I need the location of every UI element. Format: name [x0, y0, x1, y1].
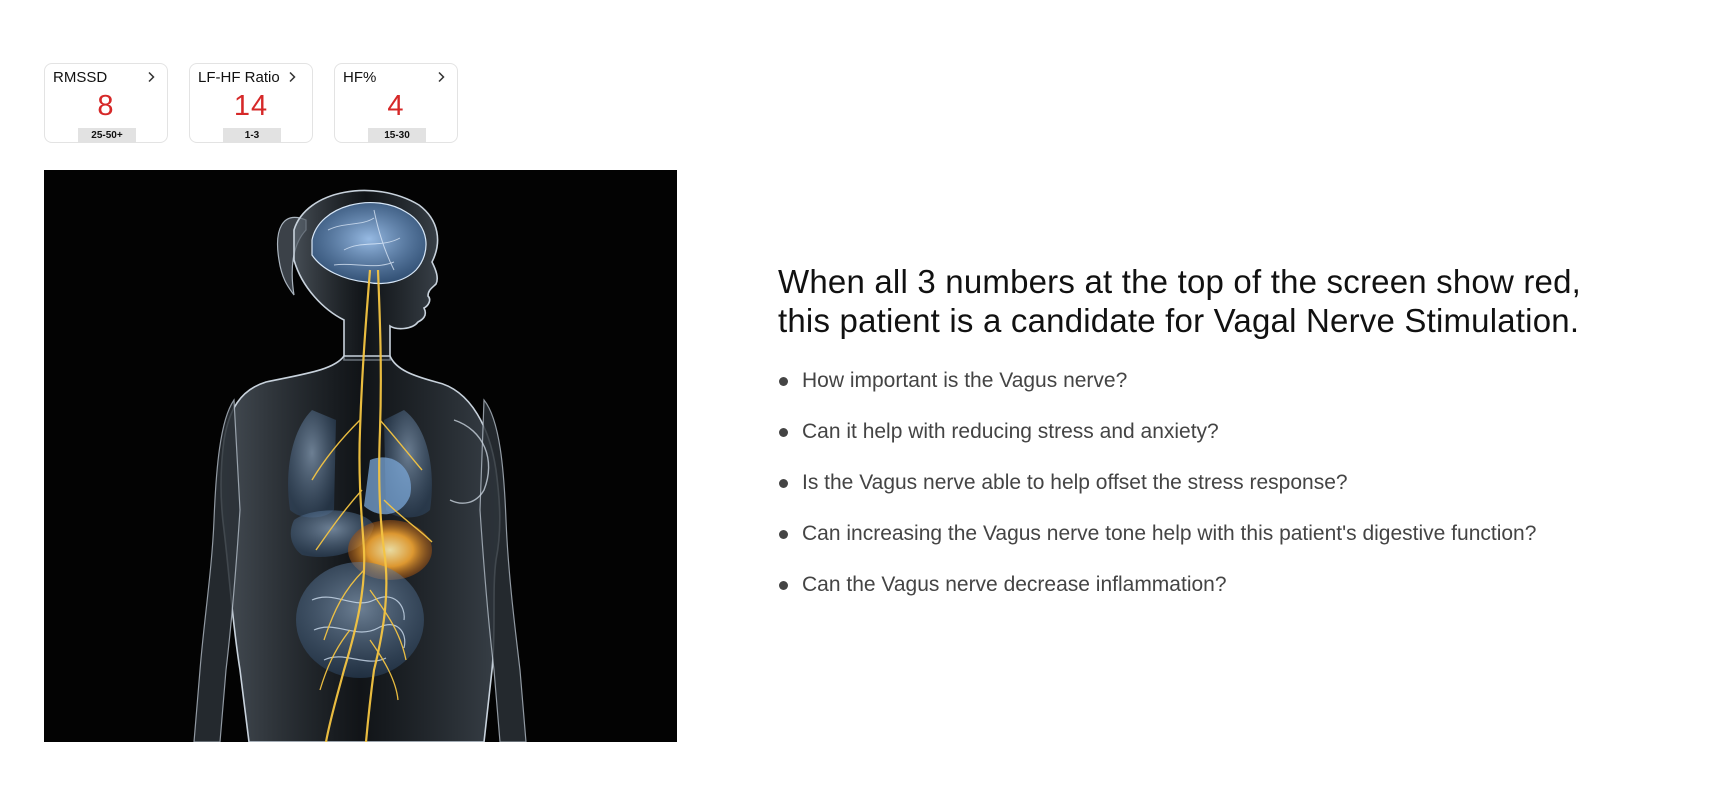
metric-range-badge: 1-3: [223, 128, 281, 143]
question-text: Can it help with reducing stress and anxiety?: [802, 420, 1219, 443]
metric-card-lf-hf-ratio[interactable]: [189, 63, 313, 143]
info-panel: [778, 262, 1678, 623]
bullet-icon: [779, 377, 788, 386]
list-item: [778, 470, 1678, 521]
bullet-icon: [779, 479, 788, 488]
chevron-right-icon[interactable]: [435, 71, 447, 83]
list-item: [778, 419, 1678, 470]
metric-value: 8: [97, 90, 115, 122]
question-text: How important is the Vagus nerve?: [802, 369, 1128, 392]
chevron-right-icon[interactable]: [145, 71, 157, 83]
metric-card-rmssd[interactable]: [44, 63, 168, 143]
chevron-right-icon[interactable]: [286, 71, 298, 83]
metric-value: 4: [387, 90, 405, 122]
question-list: [778, 368, 1678, 623]
metric-range-badge: 15-30: [368, 128, 426, 143]
headline: [778, 262, 1678, 340]
metric-range-badge: 25-50+: [78, 128, 136, 143]
metric-label: HF%: [343, 69, 377, 86]
metric-cards: [44, 63, 458, 143]
vagus-nerve-illustration: [44, 170, 677, 742]
question-text: Can increasing the Vagus nerve tone help with this patient's digestive function?: [802, 522, 1537, 545]
bullet-icon: [779, 530, 788, 539]
list-item: [778, 368, 1678, 419]
metric-value: 14: [233, 90, 269, 122]
bullet-icon: [779, 581, 788, 590]
list-item: [778, 572, 1678, 623]
metric-label: RMSSD: [53, 69, 108, 86]
metric-label: LF-HF Ratio: [198, 69, 280, 86]
metric-card-hf-percent[interactable]: [334, 63, 458, 143]
question-text: Can the Vagus nerve decrease inflammation?: [802, 573, 1227, 596]
headline-line-2: this patient is a candidate for Vagal Nerve Stimulation.: [778, 302, 1580, 339]
list-item: [778, 521, 1678, 572]
bullet-icon: [779, 428, 788, 437]
question-text: Is the Vagus nerve able to help offset the stress response?: [802, 471, 1348, 494]
headline-line-1: When all 3 numbers at the top of the screen show red,: [778, 263, 1582, 300]
